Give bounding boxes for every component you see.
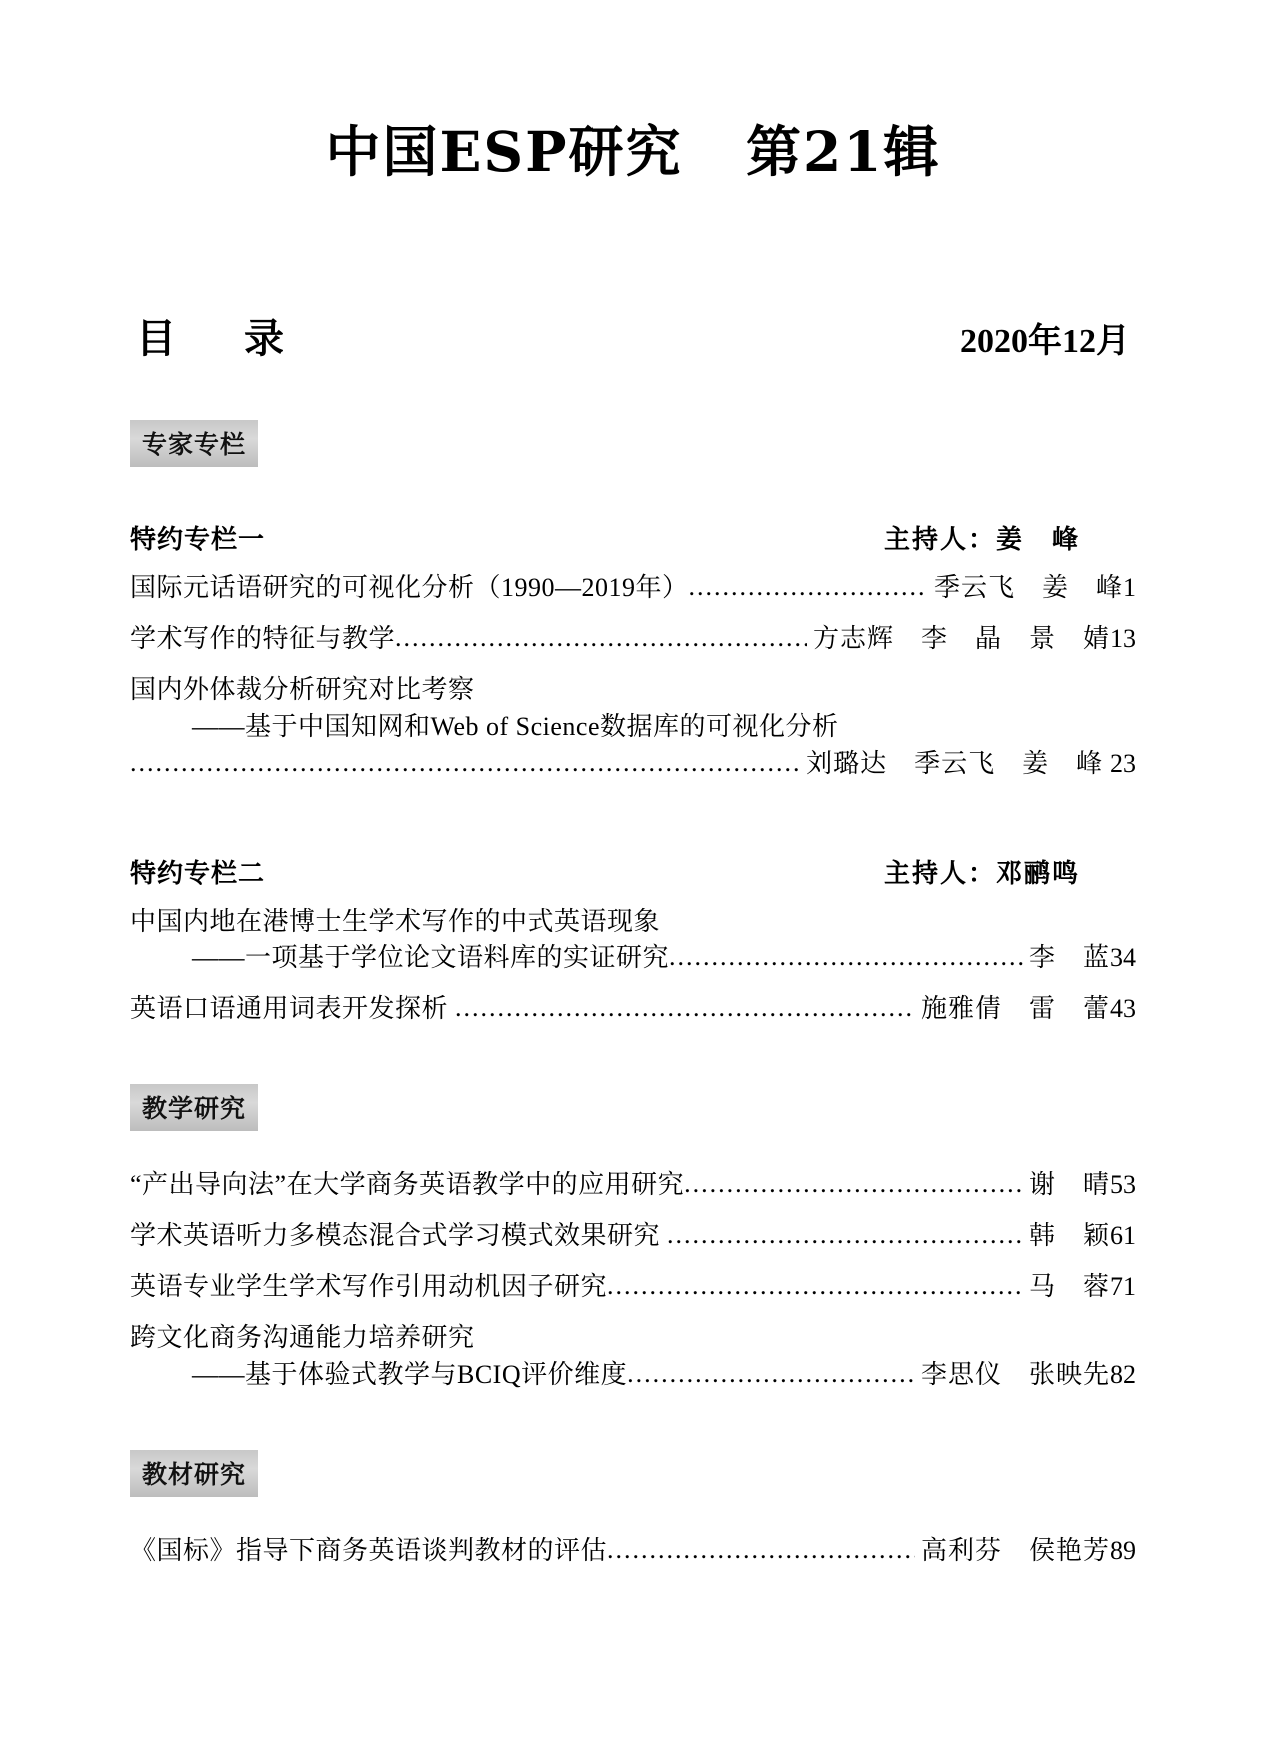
toc-entry[interactable] <box>130 1533 1136 1570</box>
entry-page-number: 71 <box>1110 1272 1136 1302</box>
toc-entry[interactable] <box>130 621 1136 658</box>
toc-entry[interactable] <box>130 1269 1136 1306</box>
spacer <box>130 783 1136 823</box>
entry-page-number: 34 <box>1110 943 1136 973</box>
toc-entry-line <box>130 746 1136 783</box>
entry-authors: 李 蓝 <box>1028 943 1110 973</box>
entry-title: 学术写作的特征与教学 <box>130 623 396 653</box>
section-heading: 教学研究 <box>130 1084 258 1131</box>
toc-entry[interactable] <box>130 1320 1136 1394</box>
toc-entry-line <box>130 570 1136 607</box>
leader-dots <box>627 1356 915 1393</box>
entry-title: 国际元话语研究的可视化分析（1990—2019年） <box>130 573 689 602</box>
journal-masthead: 中国ESP研究 第21辑 <box>325 119 941 184</box>
entry-authors: 施雅倩 雷 蕾 <box>920 994 1110 1024</box>
toc-entry[interactable] <box>130 672 1136 783</box>
toc-sections <box>130 364 1136 1570</box>
spacer <box>130 467 1136 489</box>
toc-entry[interactable] <box>130 570 1136 607</box>
entry-authors: 李思仪 张映先 <box>920 1359 1110 1389</box>
section-heading: 教材研究 <box>130 1450 258 1497</box>
entry-page-number: 53 <box>1110 1170 1136 1200</box>
toc-entry[interactable] <box>130 1167 1136 1204</box>
toc-entry-line <box>130 904 1136 941</box>
column-host: 主持人：姜 峰 <box>883 525 1080 554</box>
leader-dots <box>684 1166 1023 1203</box>
leader-dots <box>607 1268 1023 1305</box>
leader-dots <box>395 620 807 657</box>
toc-entry-line <box>130 709 1136 746</box>
toc-entry-line <box>130 1218 1136 1255</box>
toc-entry-line <box>130 1167 1136 1204</box>
column-header <box>130 853 1136 890</box>
entry-authors: 高利芬 侯艳芳 <box>920 1535 1110 1565</box>
toc-entry[interactable] <box>130 991 1136 1028</box>
column-header <box>130 519 1136 556</box>
entry-authors: 韩 颖 <box>1028 1221 1110 1251</box>
entry-title: 学术英语听力多模态混合式学习模式效果研究 <box>130 1221 668 1251</box>
entry-page-number: 1 <box>1123 573 1136 602</box>
entry-title: 《国标》指导下商务英语谈判教材的评估 <box>130 1535 608 1565</box>
entry-page-number: 61 <box>1110 1221 1136 1251</box>
entry-page-number: 13 <box>1110 623 1136 653</box>
leader-dots <box>607 1532 915 1569</box>
entry-title: ——基于中国知网和Web of Science数据库的可视化分析 <box>192 711 839 741</box>
entry-authors: 方志辉 李 晶 景 婧 <box>812 623 1110 653</box>
column-name: 特约专栏二 <box>130 858 266 888</box>
toc-entry-line <box>130 1357 1136 1394</box>
entry-title: 中国内地在港博士生学术写作的中式英语现象 <box>130 906 661 936</box>
toc-entry[interactable] <box>130 1218 1136 1255</box>
entry-title: 英语专业学生学术写作引用动机因子研究 <box>130 1272 608 1302</box>
entry-page-number: 82 <box>1110 1359 1136 1389</box>
section-heading: 专家专栏 <box>130 420 258 467</box>
leader-dots <box>669 939 1023 976</box>
entry-title: 跨文化商务沟通能力培养研究 <box>130 1322 475 1352</box>
entry-title: 英语口语通用词表开发探析 <box>130 994 456 1024</box>
toc-entry[interactable] <box>130 904 1136 978</box>
leader-dots <box>455 990 915 1027</box>
entry-authors: 谢 晴 <box>1028 1170 1110 1200</box>
toc-entry-line <box>130 1269 1136 1306</box>
leader-dots <box>130 745 800 782</box>
entry-title: ——一项基于学位论文语料库的实证研究 <box>192 943 670 973</box>
contents-header <box>130 307 1136 364</box>
toc-entry-line <box>130 1533 1136 1570</box>
entry-page-number: 89 <box>1110 1535 1136 1565</box>
issue-date: 2020年12月 <box>960 323 1130 360</box>
column-host: 主持人：邓鹂鸣 <box>883 858 1080 888</box>
entry-title: “产出导向法”在大学商务英语教学中的应用研究 <box>130 1170 685 1200</box>
entry-page-number: 43 <box>1110 994 1136 1024</box>
entry-title: 国内外体裁分析研究对比考察 <box>130 674 475 704</box>
toc-entry-line <box>130 940 1136 977</box>
column-name: 特约专栏一 <box>130 525 266 554</box>
entry-page-number: 23 <box>1110 748 1136 778</box>
leader-dots <box>689 569 928 606</box>
toc-entry-line <box>130 991 1136 1028</box>
toc-entry-line <box>130 621 1136 658</box>
toc-entry-line <box>130 1320 1136 1357</box>
spacer <box>130 1131 1136 1153</box>
entry-authors: 刘璐达 季云飞 姜 峰 <box>806 748 1104 778</box>
toc-entry-line <box>130 672 1136 709</box>
entry-authors: 马 蓉 <box>1028 1272 1110 1302</box>
contents-title: 目 录 <box>136 315 298 362</box>
leader-dots <box>667 1217 1023 1254</box>
entry-title: ——基于体验式教学与BCIQ评价维度 <box>192 1359 628 1389</box>
entry-authors: 季云飞 姜 峰 <box>933 573 1123 602</box>
spacer <box>130 1497 1136 1519</box>
